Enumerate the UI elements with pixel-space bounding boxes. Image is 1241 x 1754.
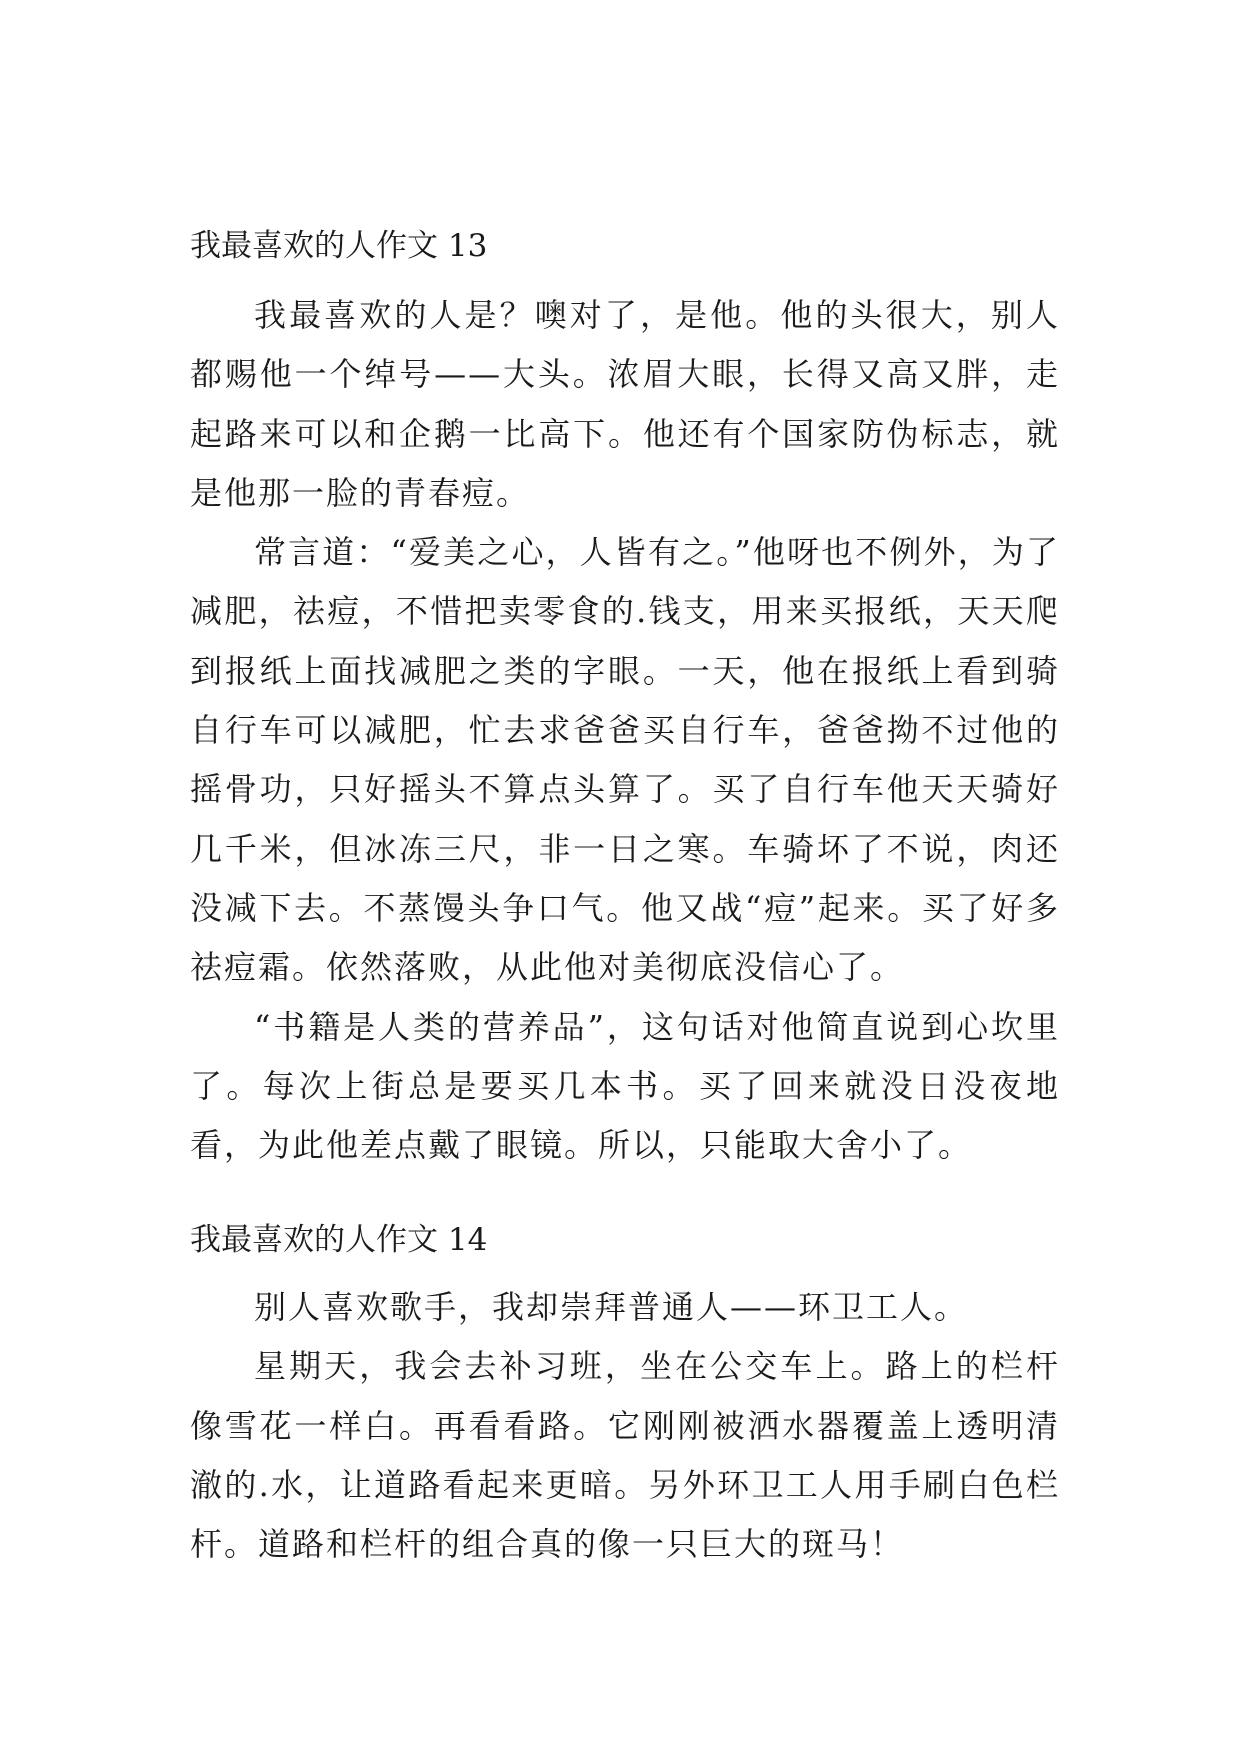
- paragraph: 我最喜欢的人是？噢对了，是他。他的头很大，别人都赐他一个绰号——大头。浓眉大眼，长得又高又胖，走起路来可以和企鹅一比高下。他还有个国家防伪标志，就是他那一脸的青春痘。: [190, 296, 1060, 512]
- paragraph: 星期天，我会去补习班，坐在公交车上。路上的栏杆像雪花一样白。再看看路。它刚刚被洒水器覆盖上透明清澈的.水，让道路看起来更暗。另外环卫工人用手刷白色栏杆。道路和栏杆的组合真的像一只巨大的斑马！: [190, 1347, 1060, 1564]
- section-title: 我最喜欢的人作文 13: [190, 228, 488, 264]
- paragraph: 常言道：“爱美之心，人皆有之。”他呀也不例外，为了减肥，祛痘，不惜把卖零食的.钱支，用来买报纸，天天爬到报纸上面找减肥之类的字眼。一天，他在报纸上看到骑自行车可以减肥，忙去求爸爸买自行车，爸爸拗不过他的摇骨功，只好摇头不算点头算了。买了自行车他天天骑好几千米，但冰冻三尺，非一日之寒。车骑坏了不说，肉还没减下去。不蒸馒头争口气。他又战“痘”起来。买了好多祛痘霜。依然落败，从此他对美彻底没信心了。: [190, 533, 1060, 987]
- essay-section-13: [190, 226, 1060, 1175]
- paragraph: “书籍是人类的营养品”，这句话对他简直说到心坎里了。每次上街总是要买几本书。买了回来就没日没夜地看，为此他差点戴了眼镜。所以，只能取大舍小了。: [190, 1007, 1060, 1165]
- section-title: 我最喜欢的人作文 14: [190, 1222, 488, 1258]
- paragraph: 别人喜欢歌手，我却崇拜普通人——环卫工人。: [254, 1288, 969, 1326]
- essay-section-14: [190, 1220, 1060, 1574]
